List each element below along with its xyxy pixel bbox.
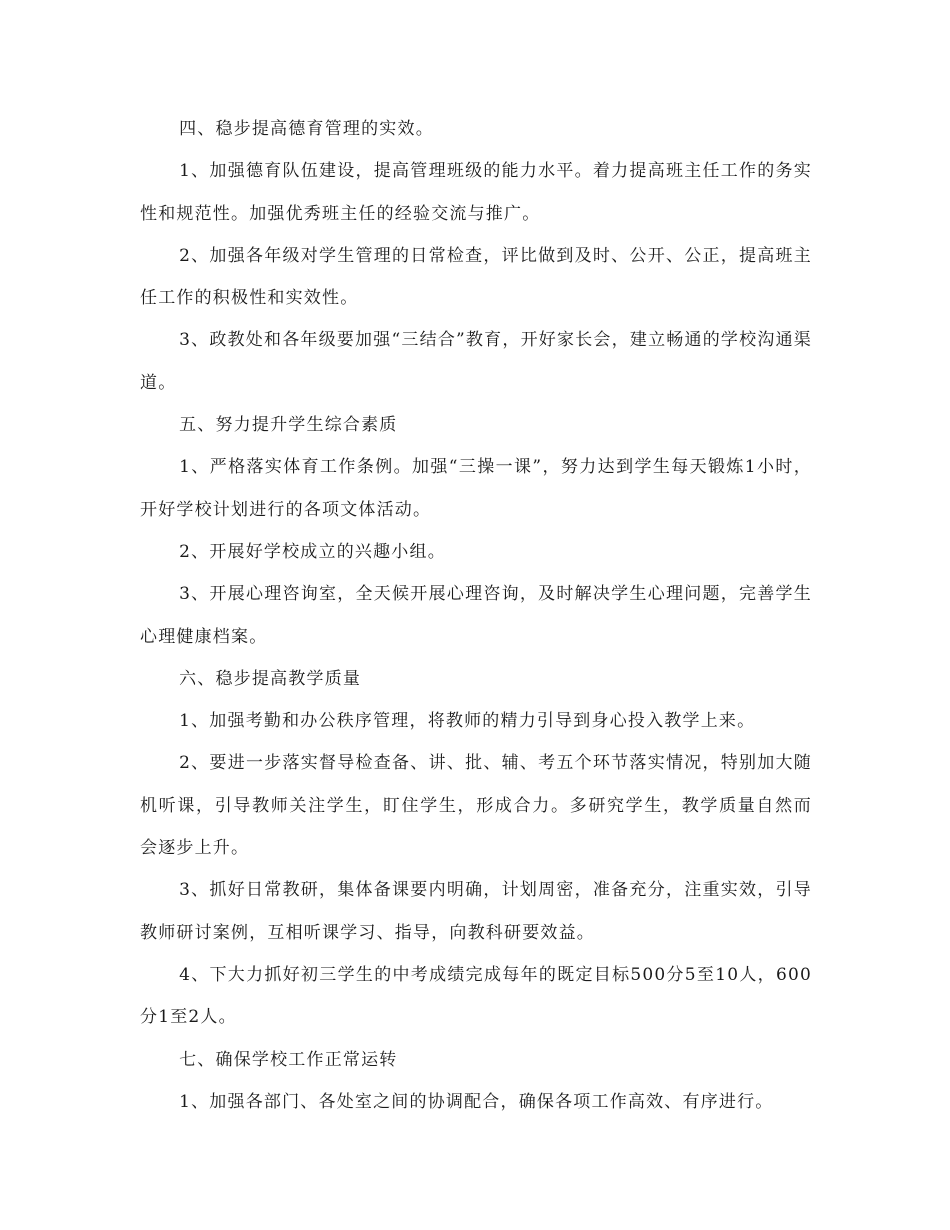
document-body xyxy=(140,108,812,1123)
section-heading-6: 六、稳步提高教学质量 xyxy=(179,668,362,689)
paragraph-5-1: 1、严格落实体育工作条例。加强“三操一课”，努力达到学生每天锻炼1小时，开好学校计划进行的各项文体活动。 xyxy=(140,457,812,520)
section-heading-5: 五、努力提升学生综合素质 xyxy=(179,415,398,436)
paragraph-6-1: 1、加强考勤和办公秩序管理，将教师的精力引导到身心投入教学上来。 xyxy=(179,711,756,732)
paragraph-6-2: 2、要进一步落实督导检查备、讲、批、辅、考五个环节落实情况，特别加大随机听课，引导教师关注学生，盯住学生，形成合力。多研究学生，教学质量自然而会逐步上升。 xyxy=(140,753,812,859)
paragraph-4-1: 1、加强德育队伍建设，提高管理班级的能力水平。着力提高班主任工作的务实性和规范性。加强优秀班主任的经验交流与推广。 xyxy=(140,161,812,224)
paragraph-6-3: 3、抓好日常教研，集体备课要内明确，计划周密，准备充分，注重实效，引导教师研讨案例，互相听课学习、指导，向教科研要效益。 xyxy=(140,880,812,943)
paragraph-4-2: 2、加强各年级对学生管理的日常检查，评比做到及时、公开、公正，提高班主任工作的积极性和实效性。 xyxy=(140,245,812,309)
paragraph-5-2: 2、开展好学校成立的兴趣小组。 xyxy=(179,541,446,562)
paragraph-5-3: 3、开展心理咨询室，全天候开展心理咨询，及时解决学生心理问题，完善学生心理健康档案。 xyxy=(140,584,812,647)
paragraph-4-3: 3、政教处和各年级要加强“三结合”教育，开好家长会，建立畅通的学校沟通渠道。 xyxy=(140,330,812,393)
paragraph-6-4: 4、下大力抓好初三学生的中考成绩完成每年的既定目标500分5至10人，600分1至2人。 xyxy=(140,964,812,1028)
section-heading-4: 四、稳步提高德育管理的实效。 xyxy=(179,119,434,139)
paragraph-7-1: 1、加强各部门、各处室之间的协调配合，确保各项工作高效、有序进行。 xyxy=(179,1091,774,1112)
section-heading-7: 七、确保学校工作正常运转 xyxy=(179,1049,398,1070)
